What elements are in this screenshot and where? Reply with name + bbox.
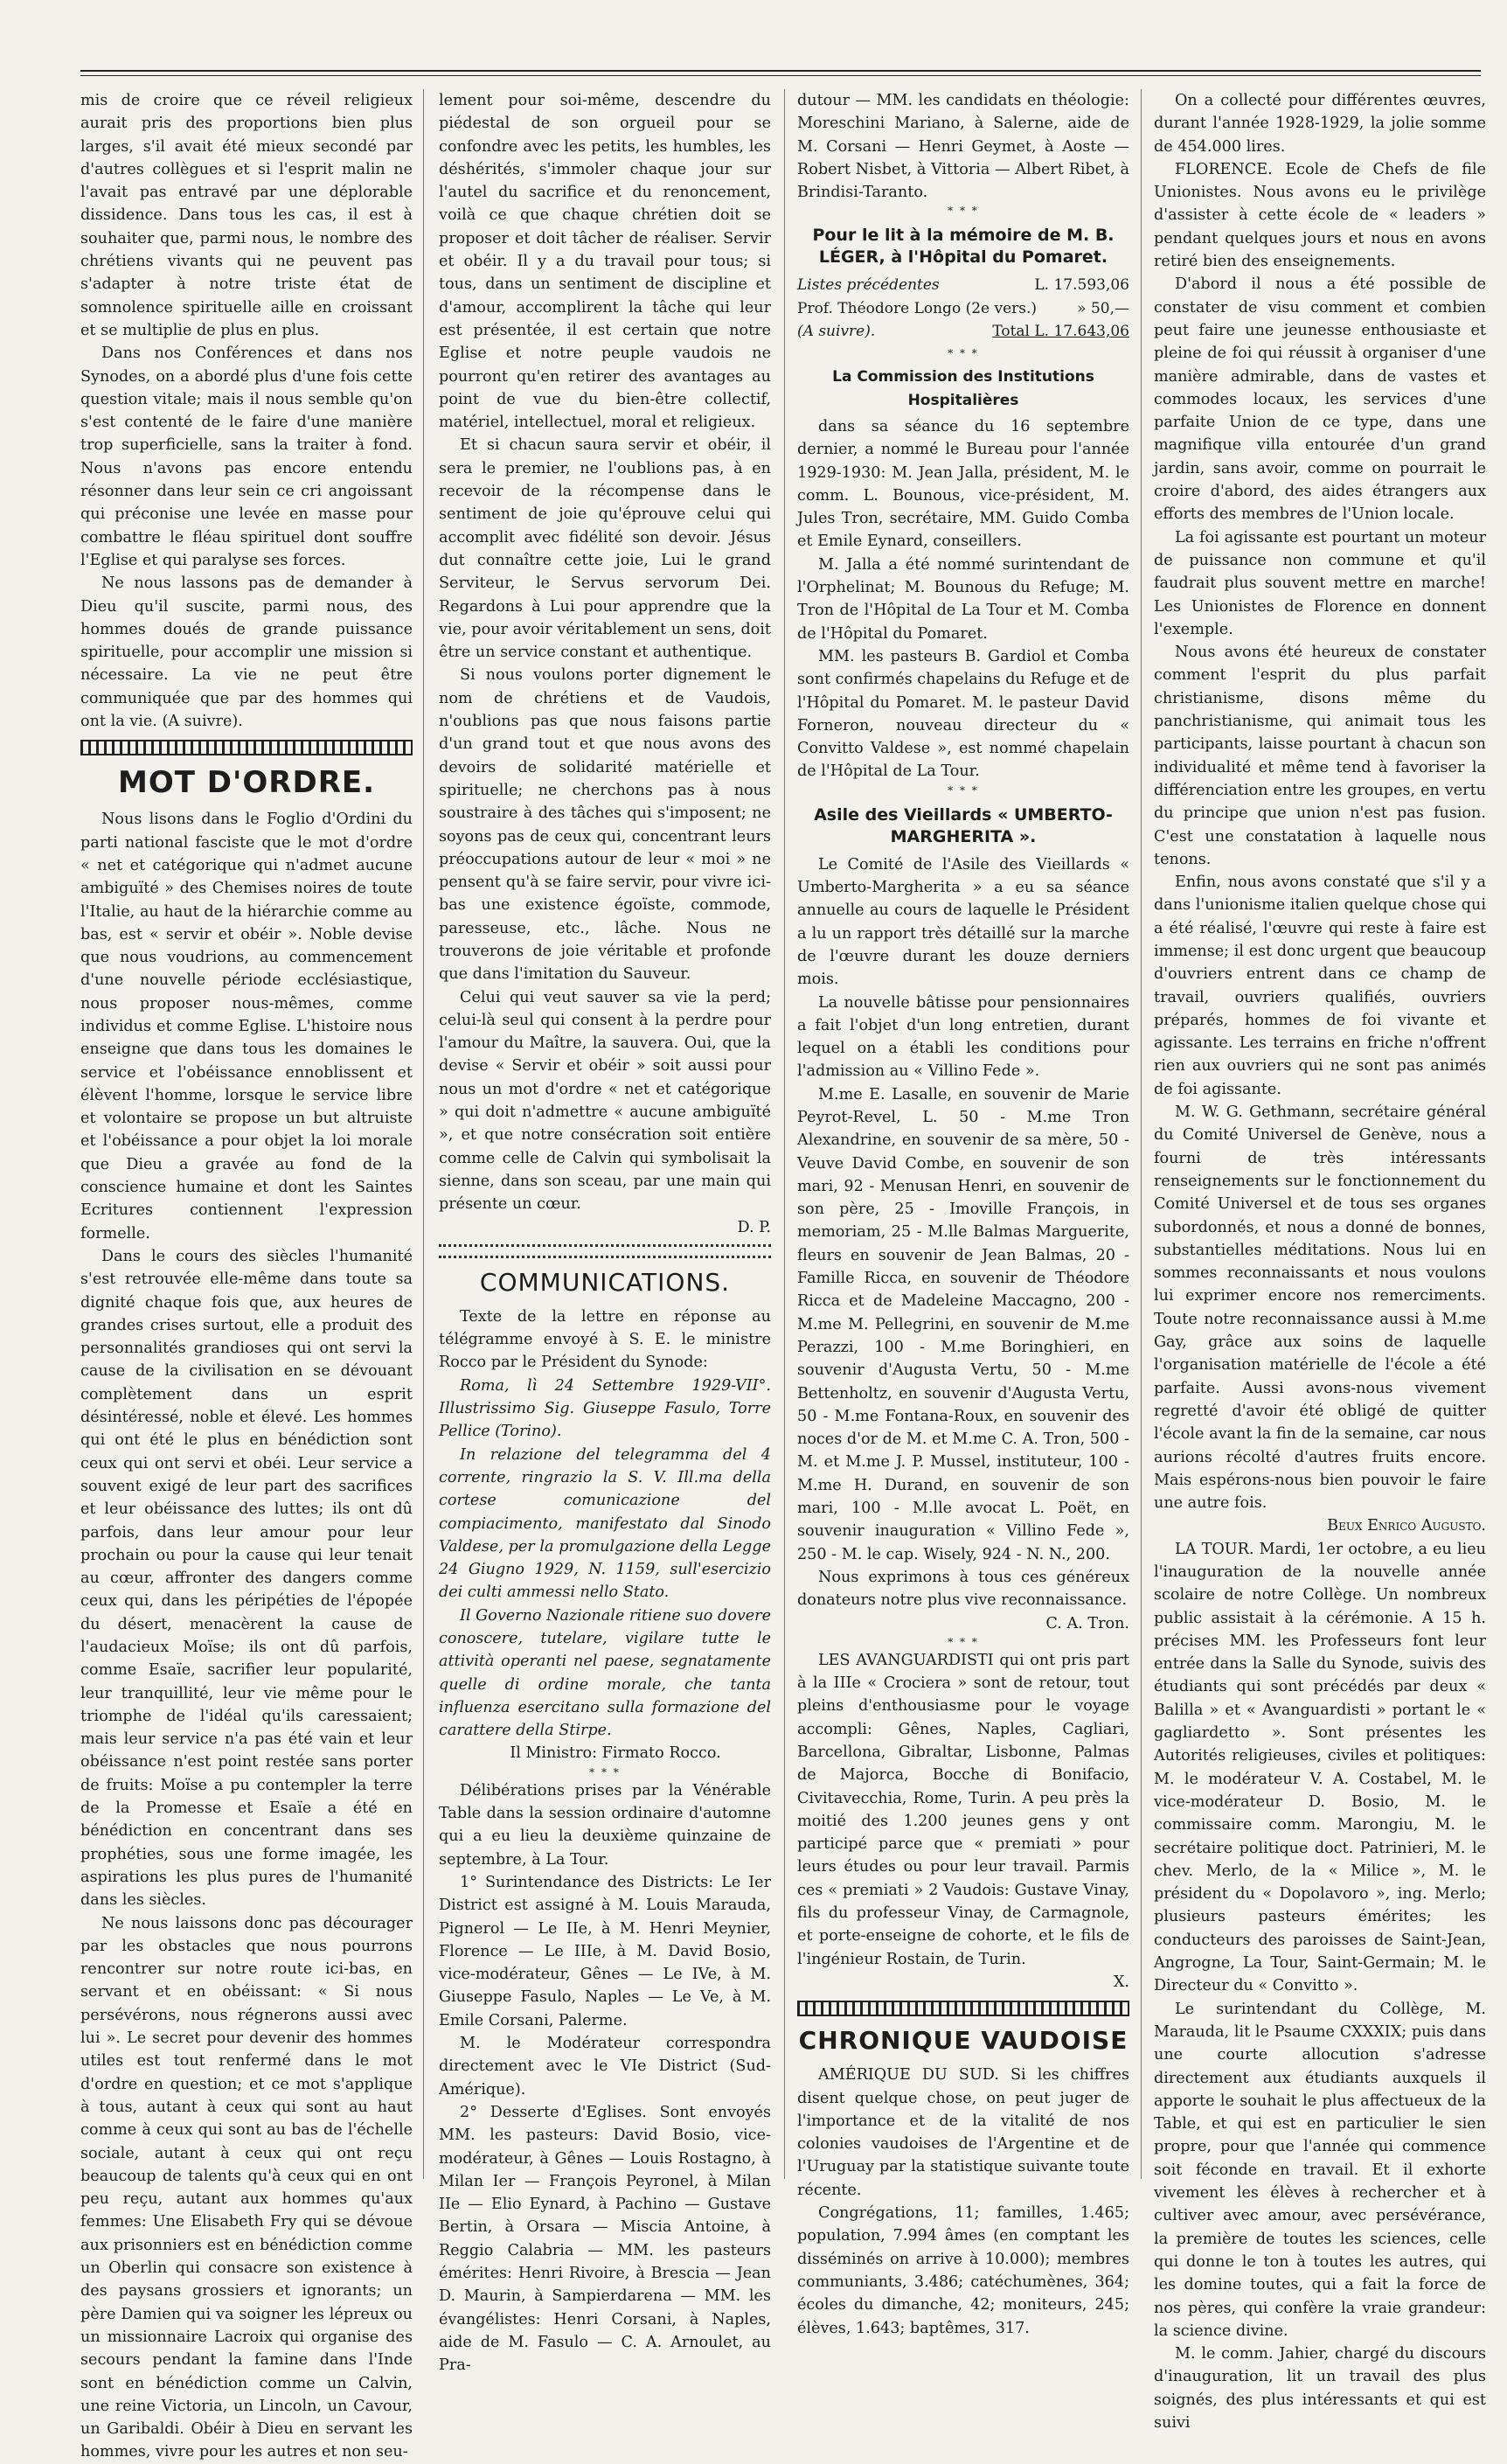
paragraph: 1° Surintendance des Districts: Le Ier District est assigné à M. Louis Marauda, Pignerol — Le IIe, à M. Henri Meynier, Florence — Le IIIe, à M. David Bosio, vice-modérateur, Gênes — Le IVe, à M. Giuseppe Fasulo, Naples — Le Ve, à M. Emile Corsani, Palerme. xyxy=(439,1873,771,2029)
paragraph: LA TOUR. Mardi, 1er octobre, a eu lieu l'inauguration de la nouvelle année scolaire de notre Collège. Un nombreux public assistait à la cérémonie. A 15 h. précises MM. les Professeurs font leur entrée dans la Salle du Synode, suivis des étudiants qui sont précédés par deux « Balilla » et « Avanguardisti » portant le « gagliardetto ». Sont présentes les Autorités religieuses, civiles et politiques: M. le modérateur V. A. Costabel, M. le vice-modérateur D. Bosio, M. le commissaire comm. Marongiu, M. le secrétaire politique doct. Patrinieri, M. le chev. Merlo, de la « Milice », M. le président du « Dopolavoro », ing. Merlo; plusieurs pasteurs émérites; les conducteurs des paroisses de Saint-Jean, Angrogne, La Tour, Saint-Germain; M. le Directeur du « Convitto ». xyxy=(1154,1540,1486,1995)
paragraph: Enfin, nous avons constaté que s'il y a dans l'unionisme italien quelque chose qui a été réalisé, l'œuvre qui reste à faire est immense; il est donc urgent que beaucoup d'ouvriers entrent dans ce champ de travail, ouvriers qualifiés, ouvriers préparés, hommes de foi vivante et agissante. Les terrains en friche n'offrent rien aux ouvriers qui ne sont pas animés de foi agissante. xyxy=(1154,874,1486,1098)
paragraph: MM. les pasteurs B. Gardiol et Comba sont confirmés chapelains du Refuge et de l'Hôpital du Pomaret. M. le pasteur David Forneron, nouveau directeur du « Convitto Valdese », est nommé chapelain de l'Hôpital de La Tour. xyxy=(797,647,1130,781)
paragraph: La nouvelle bâtisse pour pensionnaires a fait l'objet d'un long entretien, durant lequel on a établi les conditions pour l'admission au « Villino Fede ». xyxy=(797,993,1129,1081)
paragraph: Dans nos Conférences et dans nos Synodes, on a abordé plus d'une fois cette question vitale; mais il nous semble qu'on s'est contenté de le faire d'une manière trop superficielle, sans la traiter à fond. Nous n'avons pas encore entendu résonner dans leur sein ce cri angoissant qui préconise une levée en masse pour combattre le fléau spirituel dont souffre l'Eglise et qui paralyse ses forces. xyxy=(80,345,413,569)
paragraph: On a collecté pour différentes œuvres, durant l'année 1928-1929, la jolie somme de 454.000 lires. xyxy=(1154,92,1486,156)
ledger-amount: L. 17.593,06 xyxy=(1034,276,1129,295)
ledger-label: (A suivre). xyxy=(797,323,876,341)
paragraph: Le Comité de l'Asile des Vieillards « Umberto-Margherita » a eu sa séance annuelle au cours de laquelle le Président a lu un rapport très détaillé sur la marche de l'œuvre durant les douze derniers mois. xyxy=(797,855,1129,989)
top-rule-2 xyxy=(80,75,1481,76)
top-rule xyxy=(80,70,1481,72)
paragraph: Nous exprimons à tous ces généreux donateurs notre plus vive reconnaissance. xyxy=(797,1568,1129,1610)
paragraph: D'abord il nous a été possible de constater de visu comment et combien peut faire une jeunesse enthousiaste et pleine de foi qui réussit à organiser d'une manière admirable, dans de vastes et commodes locaux, les services d'une parfaite Union de ce type, dans une magnifique villa entourée d'un grand jardin, sans avoir, comme on pourrait le croire d'abord, des aides étrangers aux efforts des membres de l'Union locale. xyxy=(1154,275,1486,524)
paragraph: La foi agissante est pourtant un moteur de puissance non commune et qu'il faudrait plus souvent mettre en marche! Les Unionistes de Florence en donnent l'exemple. xyxy=(1154,528,1486,638)
paragraph: Ne nous laissons donc pas décourager par les obstacles que nous pourrons rencontrer sur notre route ici-bas, en servant et en obéissant: « Si nous persévérons, nous régnerons aussi avec lui ». Le secret pour devenir des hommes utiles est tout renfermé dans le mot d'ordre en question; et ce mot s'applique à tous, autant à ceux qui sont au haut comme à ceux qui sont au bas de l'échelle sociale, autant à ceux qui ont reçu beaucoup de talents qu'à ceux qui en ont peu reçu, autant aux hommes qu'aux femmes: Une Elisabeth Fry qui se dévoue aux prisonniers est en bénédiction comme un Oberlin qui consacre son existence à des paysans grossiers et ignorants; un père Damien qui va soigner les lépreux ou un missionnaire Lacroix qui organise des secours pendant la famine dans l'Inde sont en bénédiction comme un Calvin, une reine Victoria, un Lincoln, un Cavour, un Garibaldi. Obéir à Dieu en servant les hommes, vivre pour les autres et non seu- xyxy=(80,1914,413,2461)
paragraph: 2° Desserte d'Eglises. Sont envoyés MM. les pasteurs: David Bosio, vice-modérateur, à Gênes — Louis Rostagno, à Milan Ier — François Peyronel, à Milan IIe — Elio Eynard, à Pachino — Gustave Bertin, à Orsara — Miscia Antoine, à Reggio Calabria — MM. les pasteurs émérites: Henri Rivoire, à Brescia — Jean D. Maurin, à Sampierdarena — MM. les évangélistes: Henri Corsani, à Naples, aide de M. Fasulo — C. A. Arnoulet, au Pra- xyxy=(439,2103,771,2375)
signature: Beux Enrico Augusto. xyxy=(1327,1517,1486,1535)
separator-stars: * * * xyxy=(948,205,979,218)
ornamental-rule xyxy=(439,1244,771,1258)
paragraph: dans sa séance du 16 septembre dernier, a nommé le Bureau pour l'année 1929-1930: M. Jean Jalla, président, M. le comm. L. Bounous, vice-président, M. Jules Tron, secrétaire, MM. Guido Comba et Emile Eynard, conseillers. xyxy=(797,417,1129,551)
column-3 xyxy=(797,89,1130,2337)
ledger-label: Prof. Théodore Longo (2e vers.) xyxy=(797,299,1038,317)
paragraph: Celui qui veut sauver sa vie la perd; celui-là seul qui consent à la perdre pour l'amour du Maître, la sauvera. Oui, que la devise « Servir et obéir » soit aussi pour nous un mot d'ordre « net et catégorique » qui doit n'admettre « aucune ambiguïté », et que notre consécration soit entière comme celle de Calvin qui symbolisait la sienne, dans son sceau, par une main qui présente un cœur. xyxy=(439,988,771,1214)
column-4 xyxy=(1154,89,1486,2432)
separator-stars: * * * xyxy=(948,783,979,797)
paragraph: M. le Modérateur correspondra directement avec le VIe District (Sud-Amérique). xyxy=(439,2035,771,2099)
paragraph: Il Ministro: Firmato Rocco. xyxy=(510,1744,721,1763)
column-1 xyxy=(80,89,413,2461)
column-rule xyxy=(1141,89,1142,2179)
paragraph: Et si chacun saura servir et obéir, il sera le premier, ne l'oublions pas, à en recevoir de la récompense dans le sentiment de joie qu'éprouve celui qui accomplit avec fidélité son devoir. Jésus dut connaître cette joie, Lui le grand Serviteur, le Servus servorum Dei. Regardons à Lui pour apprendre que la vie, pour avoir véritablement un sens, doit être un service constant et authentique. xyxy=(439,436,771,662)
column-rule xyxy=(423,89,424,2179)
paragraph: lement pour soi-même, descendre du piédestal de son orgueil pour se confondre avec les petits, les humbles, les déshérités, s'immoler chaque jour sur l'autel du sacrifice et du renoncement, voilà ce que chaque chrétien doit se proposer et doit tâcher de réaliser. Servir et obéir. Il y a du travail pour tous; si tous, dans un sentiment de discipline et d'amour, accomplirent la tâche qui leur est présentée, il est certain que notre Eglise et notre peuple vaudois ne pourront qu'en retirer des avantages au point de vue du bien-être collectif, matériel, intellectuel, moral et religieux. xyxy=(439,92,771,432)
paragraph: Dans le cours des siècles l'humanité s'est retrouvée elle-même dans toute sa dignité chaque fois que, aux heures de grandes crises surtout, elle a produit des personnalités grandioses qui ont servi la cause de la civilisation en se dévouant complètement dans un esprit désintéressé, noble et élevé. Les hommes qui ont été le plus en bénédiction sont ceux qui ont servi et obéi. Leur service a souvent exigé de leur part des sacrifices et leur obéissance des luttes; ils ont dû parfois, dans leur amour pour leur prochain ou pour la cause qui leur tenait au cœur, affronter des dangers comme ceux qui, dans les péripéties de l'épopée du désert, menacèrent la cause de l'audacieux Moïse; ils ont dû parfois, comme Esaïe, sacrifier leur popularité, leur tranquillité, leur vie même pour le triomphe de l'idéal qu'ils caressaient; mais leur service n'a pas été vain et leur obéissance n'est point restée sans porter de fruits: Moïse a pu contempler la terre de la Promesse et Esaïe a été en bénédiction en concentrant dans ses prophéties, sous une forme imagée, les aspirations les plus pures de l'humanité dans les siècles. xyxy=(80,1247,413,1910)
paragraph: Il Governo Nazionale ritiene suo dovere conoscere, tutelare, vigilare tutte le attività operanti nel paese, segnatamente quelle di ordine morale, che tanta influenza esercitano sulla formazione del carattere della Stirpe. xyxy=(439,1606,771,1740)
paragraph: dutour — MM. les candidats en théologie: Moreschini Mariano, à Salerne, aide de M. Corsani — Henri Geymet, à Aoste — Robert Nisbet, à Vittoria — Albert Ribet, à Brindisi-Taranto. xyxy=(797,92,1129,202)
paragraph: Roma, lì 24 Settembre 1929-VII°. Illustrissimo Sig. Giuseppe Fasulo, Torre Pellice (Torino). xyxy=(439,1376,771,1441)
paragraph: M.me E. Lasalle, en souvenir de Marie Peyrot-Revel, L. 50 - M.me Tron Alexandrine, en souvenir de sa mère, 50 - Veuve David Combe, en souvenir de son mari, 92 - Menusan Henri, en souvenir de son père, 25 - Imoville François, in memoriam, 25 - M.lle Balmas Marguerite, fleurs en souvenir de Jean Balmas, 20 - Famille Ricca, en souvenir de Théodore Ricca et de Madeleine Maccagno, 200 - M.me M. Pellegrini, en souvenir de M.me Perazzi, 100 - M.me Boringhieri, en souvenir d'Augusta Vertu, 50 - M.me Bettenholtz, en souvenir d'Augusta Vertu, 50 - M.me Fontana-Roux, en souvenir des noces d'or de M. et M.me C. A. Tron, 500 - M. et M.me J. P. Mussel, instituteur, 100 - M.me H. Durand, en souvenir de son mari, 100 - M.lle avocat L. Poët, en souvenir inauguration « Villino Fede », 250 - M. le cap. Wisely, 924 - N. N., 200. xyxy=(797,1085,1129,1563)
ornamental-band xyxy=(80,740,413,755)
section-heading: La Commission des Institutions Hospitalières xyxy=(832,368,1094,409)
paragraph: mis de croire que ce réveil religieux aurait pris des proportions bien plus larges, s'il avait été mieux secondé par d'autres collègues et si l'esprit malin ne l'avait pas entravé par une déplorable dissidence. Dans tous les cas, il est à souhaiter que, parmi nous, le nombre des chrétiens vivants qui ne peuvent pas s'adapter à notre triste état de somnolence spirituelle aille en croissant et se multiplie de plus en plus. xyxy=(80,92,413,339)
paragraph: Nous lisons dans le Foglio d'Ordini du parti national fasciste que le mot d'ordre « net et catégorique qui n'admet aucune ambiguïté » des Chemises noires de toute l'Italie, au haut de la hiérarchie comme au bas, est « servir et obéir ». Noble devise que nous voudrions, au commencement d'une nouvelle période ecclésiastique, nous proposer nous-mêmes, comme individus et comme Eglise. L'histoire nous enseigne que dans tous les domaines le service et l'obéissance ennoblissent et élèvent l'homme, lorsque le service libre et volontaire se propose un but altruiste et l'obéissance a pour objet la loi morale que Dieu a gravée au fond de la conscience humaine et dont les Saintes Ecritures contiennent l'expression formelle. xyxy=(80,811,413,1242)
signature: D. P. xyxy=(737,1218,771,1236)
separator-stars: * * * xyxy=(948,347,979,360)
paragraph: In relazione del telegramma del 4 corrente, ringrazio la S. V. Ill.ma della cortese comunicazione del compiacimento, manifestato dal Sinodo Valdese, per la promulgazione della Legge 24 Giugno 1929, N. 1159, sull'esercizio dei culti ammessi nello Stato. xyxy=(439,1445,771,1602)
paragraph: M. W. G. Gethmann, secrétaire général du Comité Universel de Genève, nous a fourni de très intéressants renseignements sur le fonctionnement du Comité Universel et de tous ses organes subordonnés, et nous a donné de bonnes, substantielles méditations. Nous lui en sommes reconnaissants et nous voulons lui exprimer encore nos remerciments. Toute notre reconnaissance aussi à M.me Gay, grâce aux soins de laquelle l'organisation matérielle de l'école a été parfaite. Aussi avons-nous vivement regretté d'avoir été obligé de quitter l'école avant la fin de la semaine, car nous aurions récolté d'autres fruits encore. Mais espérons-nous bien pouvoir le faire une autre fois. xyxy=(1154,1103,1486,1513)
signature: C. A. Tron. xyxy=(1045,1614,1129,1632)
paragraph: LES AVANGUARDISTI qui ont pris part à la IIIe « Crociera » sont de retour, tout pleins d'enthousiasme pour le voyage accompli: Gênes, Naples, Cagliari, Barcellona, Gibraltar, Lisbonne, Palmas de Majorca, Bocche di Bonifacio, Civitavecchia, Rome, Turin. A peu près la moitié des 1.200 jeunes gens y ont participé parce que « premiati » pour leurs études ou pour leur travail. Parmis ces « premiati » 2 Vaudois: Gustave Vinay, fils du professeur Vinay, de Carmagnole, et porte-enseigne de cohorte, et le fils de l'ingénieur Rostain, de Turin. xyxy=(797,1651,1129,1968)
subscription-list xyxy=(797,274,1129,343)
section-heading: Pour le lit à la mémoire de M. B. LÉGER, à l'Hôpital du Pomaret. xyxy=(812,226,1115,268)
paragraph: Texte de la lettre en réponse au télégramme envoyé à S. E. le ministre Rocco par le Président du Synode: xyxy=(439,1307,771,1372)
paragraph: Congrégations, 11; familles, 1.465; population, 7.994 âmes (en comptant les disséminés on arrive à 10.000); membres communiants, 3.486; catéchumènes, 364; écoles du dimanche, 42; moniteurs, 245; élèves, 1.643; baptêmes, 317. xyxy=(797,2204,1129,2337)
ledger-amount: » 50,— xyxy=(1077,299,1129,317)
ledger-label: Listes précédentes xyxy=(797,276,940,295)
paragraph: M. Jalla a été nommé surintendant de l'Orphelinat; M. Bounous du Refuge; M. Tron de l'Hôpital de La Tour et M. Comba de l'Hôpital du Pomaret. xyxy=(797,555,1129,643)
column-2 xyxy=(439,89,771,2375)
paragraph: Le surintendant du Collège, M. Marauda, lit le Psaume CXXXIX; puis dans une courte allocution s'adresse directement aux étudiants auxquels il apporte le souhait le plus affectueux de la Table, et qui est en particulier le sien propre, pour que l'année qui commence soit féconde en travail. Et il exhorte vivement les élèves à rechercher et à cultiver avec amour, avec persévérance, la première de toutes les sciences, celle qui donne le ton à toutes les autres, qui les domine toutes, qui a fait la force de nos pères, qui confère la vraie grandeur: la science divine. xyxy=(1154,2000,1486,2340)
paragraph: AMÉRIQUE DU SUD. Si les chiffres disent quelque chose, on peut juger de l'importance et de la vitalité de nos colonies vaudoises de l'Argentine et de l'Uruguay par la statistique suivante toute récente. xyxy=(797,2066,1129,2199)
signature: X. xyxy=(1113,1973,1129,1991)
paragraph: Nous avons été heureux de constater comment l'esprit du plus parfait christianisme, disons même du panchristianisme, qui animait tous les participants, laisse pourtant à chacun son individualité et même tend à favoriser la différenciation entre les groupes, en vertu du principe que union n'est pas fusion. C'est une constatation à laquelle nous tenons. xyxy=(1154,644,1486,868)
ornamental-band xyxy=(797,2001,1129,2016)
separator-stars: * * * xyxy=(589,1765,621,1778)
section-heading: CHRONIQUE VAUDOISE xyxy=(798,2026,1129,2056)
paragraph: Ne nous lassons pas de demander à Dieu qu'il suscite, parmi nous, des hommes doués de grande puissance spirituelle, pour accomplir une mission si nécessaire. La vie ne peut être communiquée que par des hommes qui ont la vie. (A suivre). xyxy=(80,574,413,731)
section-heading: MOT D'ORDRE. xyxy=(117,765,376,801)
paragraph: FLORENCE. Ecole de Chefs de file Unionistes. Nous avons eu le privilège d'assister à cette école de « leaders » pendant quelques jours et nous en avons retiré bien des enseignements. xyxy=(1154,160,1486,271)
section-heading: Asile des Vieillards « UMBERTO-MARGHERITA ». xyxy=(814,804,1113,846)
paragraph: Délibérations prises par la Vénérable Table dans la session ordinaire d'automne qui a eu lieu la deuxième quinzaine de septembre, à La Tour. xyxy=(439,1781,771,1869)
ledger-total: Total L. 17.643,06 xyxy=(992,323,1129,341)
column-rule xyxy=(784,89,785,2179)
paragraph: Si nous voulons porter dignement le nom de chrétiens et de Vaudois, n'oublions pas que nous faisons partie d'un grand tout et que nous avons des devoirs de solidarité matérielle et spirituelle; ne cherchons pas à nous soustraire à des tâches qui s'imposent; ne soyons pas de ceux qui, concentrant leurs préoccupations autour de leur « moi » ne pensent qu'à se faire servir, pour vivre ici-bas une existence égoïste, commode, paresseuse, etc., lâche. Nous ne trouverons de joie véritable et profonde que dans l'imitation du Sauveur. xyxy=(439,666,771,984)
section-heading: COMMUNICATIONS. xyxy=(479,1267,731,1297)
separator-stars: * * * xyxy=(948,1635,979,1648)
paragraph: M. le comm. Jahier, chargé du discours d'inauguration, lit un travail des plus soignés, des plus intéressants et qui est suivi xyxy=(1154,2345,1486,2432)
